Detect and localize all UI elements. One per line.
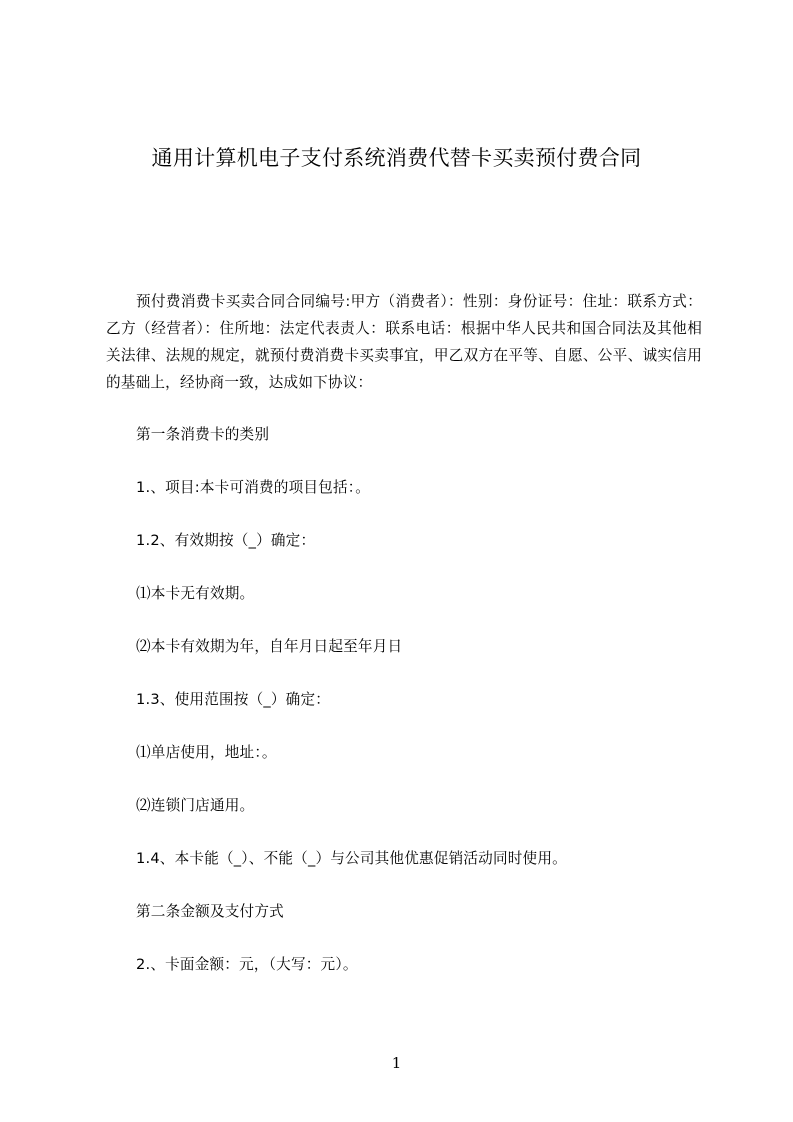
clause-1-3-option-1: ⑴单店使用，地址：。 (136, 744, 277, 761)
clause-1-4: 1.4、本卡能（_）、不能（_）与公司其他优惠促销活动同时使用。 (136, 850, 567, 867)
article-1-heading: 第一条消费卡的类别 (136, 426, 270, 443)
clause-1-3: 1.3、使用范围按（_）确定： (136, 691, 331, 708)
contract-title: 通用计算机电子支付系统消费代替卡买卖预付费合同 (151, 146, 642, 170)
clause-2-1: 2.、卡面金额：元，（大写：元）。 (136, 956, 358, 973)
clause-1-2-option-1: ⑴本卡无有效期。 (136, 585, 255, 602)
clause-1-2: 1.2、有效期按（_）确定： (136, 532, 316, 549)
clause-1-3-option-2: ⑵连锁门店通用。 (136, 797, 255, 814)
clause-1-2-option-2: ⑵本卡有效期为年，自年月日起至年月日 (136, 638, 403, 655)
article-2-heading: 第二条金额及支付方式 (136, 903, 284, 920)
clause-1-1: 1.、项目:本卡可消费的项目包括：。 (136, 479, 371, 496)
page-number: 1 (391, 1054, 402, 1072)
intro-paragraph: 预付费消费卡买卖合同合同编号:甲方（消费者）：性别：身份证号：住址：联系方式：乙方（经营者）：住所地：法定代表责人：联系电话：根据中华人民共和国合同法及其他相关法律、法规的规定，就预付费消费卡买卖事宜，甲乙双方在平等、自愿、公平、诚实信用的基础上，经协商一致，达成如下协议： (106, 293, 702, 391)
